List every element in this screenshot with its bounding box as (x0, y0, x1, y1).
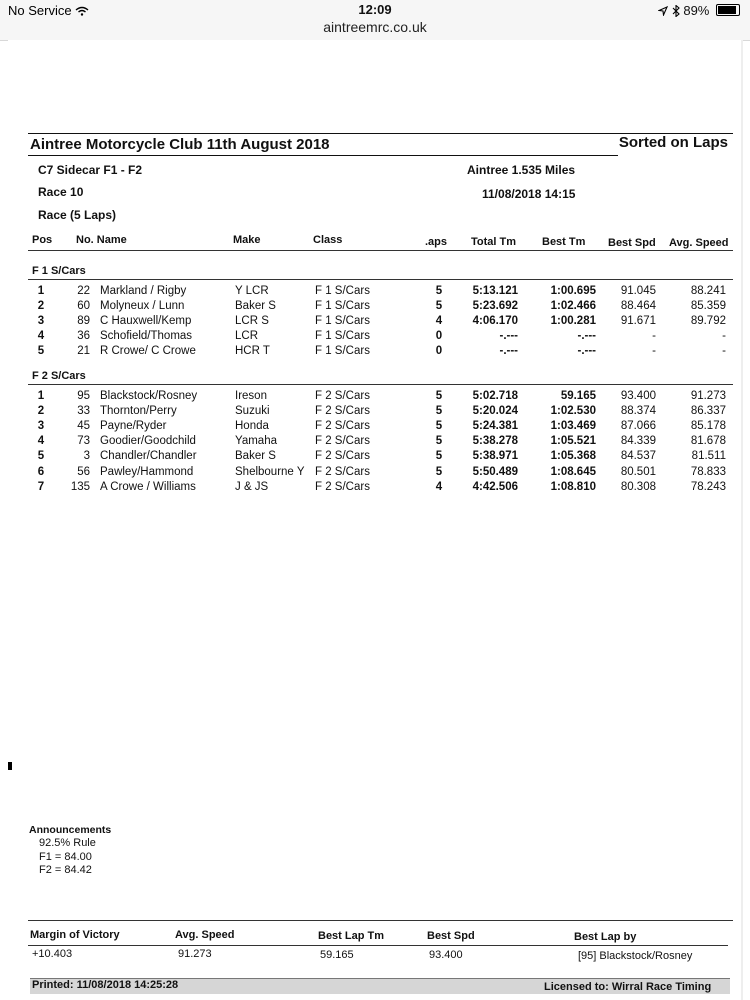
announcement-line: F2 = 84.42 (39, 864, 92, 876)
address-bar-url[interactable]: aintreemrc.co.uk (323, 19, 427, 35)
cell-best: 1:00.281 (550, 315, 596, 328)
event-title: Aintree Motorcycle Club 11th August 2018 (30, 136, 330, 153)
cell-make: HCR T (235, 345, 270, 358)
cell-make: Y LCR (235, 285, 269, 297)
cell-make: Suzuki (235, 405, 270, 418)
cell-no: 3 (83, 450, 90, 463)
cell-spd: 84.339 (620, 435, 656, 448)
cell-no: 45 (77, 420, 90, 433)
cell-name: Payne/Ryder (100, 420, 167, 433)
bluetooth-icon (672, 3, 684, 18)
cell-no: 135 (70, 480, 90, 493)
cell-avg: 86.337 (690, 405, 726, 418)
cell-total: -.--- (499, 330, 518, 343)
cell-total: 5:13.121 (472, 285, 518, 297)
group-label: F 2 S/Cars (32, 370, 86, 382)
col-best-tm: Best Tm (542, 236, 586, 248)
cell-best: -.--- (577, 345, 596, 358)
cell-spd: 84.537 (620, 450, 656, 463)
cell-best: 1:03.469 (550, 420, 596, 433)
cell-spd: 87.066 (620, 420, 656, 433)
summary-best-lap-by-value: [95] Blackstock/Rosney (578, 950, 693, 962)
cell-avg: - (722, 345, 726, 358)
cell-make: LCR (235, 330, 259, 343)
group-label: F 1 S/Cars (32, 265, 86, 277)
cell-spd: 91.671 (620, 315, 656, 328)
cell-class: F 1 S/Cars (315, 315, 370, 328)
cell-spd: 80.308 (620, 480, 656, 493)
cell-best: 1:02.466 (550, 300, 596, 313)
cell-total: -.--- (499, 345, 518, 358)
col-class: Class (313, 234, 343, 246)
cell-best: 59.165 (560, 390, 596, 402)
announcement-line: F1 = 84.00 (39, 851, 92, 863)
cell-total: 5:02.718 (472, 390, 518, 402)
cell-name: Schofield/Thomas (100, 330, 193, 343)
summary-best-lap-by-label: Best Lap by (574, 931, 637, 943)
cell-pos: 6 (37, 465, 45, 478)
cell-no: 89 (77, 315, 90, 328)
cell-pos: 3 (37, 315, 45, 328)
cell-pos: 5 (37, 450, 45, 463)
col-make: Make (233, 234, 261, 246)
cell-spd: - (652, 330, 656, 343)
announcement-line: 92.5% Rule (39, 837, 96, 849)
battery-icon (716, 4, 740, 16)
track-name: Aintree 1.535 Miles (467, 163, 576, 177)
cell-spd: 80.501 (620, 465, 656, 478)
cell-spd: - (652, 345, 656, 358)
printed-timestamp: Printed: 11/08/2018 14:25:28 (32, 979, 179, 991)
cell-avg: 78.243 (690, 480, 726, 493)
summary-margin-value: +10.403 (32, 948, 73, 960)
cell-pos: 4 (37, 435, 45, 448)
cell-make: LCR S (235, 315, 269, 328)
location-arrow-icon (658, 3, 672, 18)
cell-pos: 1 (37, 390, 45, 402)
summary-best-lap-tm-value: 59.165 (320, 949, 354, 961)
col-total: Total Tm (471, 236, 517, 248)
cell-name: Chandler/Chandler (100, 450, 197, 463)
cell-laps: 5 (435, 390, 443, 402)
licensed-to: Licensed to: Wirral Race Timing (544, 981, 712, 993)
race-laps: Race (5 Laps) (38, 208, 117, 222)
cell-no: 21 (77, 345, 90, 358)
cell-no: 36 (77, 330, 90, 343)
col-avg-speed: Avg. Speed (669, 237, 729, 249)
cell-name: Molyneux / Lunn (100, 300, 185, 313)
cell-laps: 5 (435, 420, 443, 433)
race-number: Race 10 (38, 185, 84, 199)
cell-laps: 0 (435, 345, 443, 358)
cell-laps: 5 (435, 435, 443, 448)
cell-class: F 1 S/Cars (315, 345, 370, 358)
cell-class: F 2 S/Cars (315, 480, 370, 493)
cell-best: 1:00.695 (550, 285, 596, 297)
cell-avg: 88.241 (690, 285, 726, 297)
cell-total: 4:42.506 (472, 480, 518, 493)
cell-class: F 1 S/Cars (315, 330, 370, 343)
cell-spd: 93.400 (620, 390, 656, 402)
summary-best-spd-value: 93.400 (429, 949, 463, 961)
cell-spd: 88.464 (620, 300, 656, 313)
col-pos: Pos (32, 234, 53, 246)
cell-name: Thornton/Perry (100, 405, 177, 418)
cell-avg: 85.359 (690, 300, 726, 313)
cell-class: F 1 S/Cars (315, 300, 370, 313)
cell-avg: 81.678 (690, 435, 726, 448)
cell-pos: 5 (37, 345, 45, 358)
cell-class: F 2 S/Cars (315, 435, 370, 448)
summary-best-lap-tm-label: Best Lap Tm (318, 930, 385, 942)
cell-avg: 78.833 (690, 465, 726, 478)
cell-total: 5:38.278 (472, 435, 518, 448)
cell-laps: 5 (435, 285, 443, 297)
cell-class: F 2 S/Cars (315, 420, 370, 433)
cell-laps: 5 (435, 405, 443, 418)
cell-best: 1:05.521 (550, 435, 596, 448)
cell-class: F 2 S/Cars (315, 450, 370, 463)
cell-pos: 2 (37, 405, 45, 418)
cell-class: F 2 S/Cars (315, 405, 370, 418)
results-sheet (8, 40, 743, 1000)
cell-best: 1:08.645 (550, 465, 596, 478)
cell-no: 33 (77, 405, 90, 418)
race-class: C7 Sidecar F1 - F2 (38, 163, 143, 177)
cell-no: 60 (77, 300, 90, 313)
col-best-spd: Best Spd (608, 237, 656, 249)
cell-class: F 1 S/Cars (315, 285, 370, 297)
cell-make: J & JS (235, 480, 269, 493)
cell-best: 1:05.368 (550, 450, 596, 463)
cell-make: Baker S (235, 450, 276, 463)
clock: 12:09 (358, 2, 392, 17)
summary-margin-label: Margin of Victory (30, 929, 120, 941)
cell-make: Honda (235, 420, 269, 433)
cell-name: Markland / Rigby (100, 285, 187, 297)
cell-name: Pawley/Hammond (100, 465, 194, 478)
cell-class: F 2 S/Cars (315, 390, 370, 402)
cell-total: 5:50.489 (472, 465, 518, 478)
cell-make: Baker S (235, 300, 276, 313)
cell-spd: 88.374 (620, 405, 656, 418)
cell-pos: 2 (37, 300, 45, 313)
cell-spd: 91.045 (620, 285, 656, 297)
sort-label: Sorted on Laps (618, 134, 728, 151)
cell-pos: 4 (37, 330, 45, 343)
race-datetime: 11/08/2018 14:15 (482, 187, 576, 201)
cell-name: Blackstock/Rosney (100, 390, 198, 402)
cell-make: Shelbourne Y (235, 465, 305, 478)
summary-avg-value: 91.273 (178, 948, 212, 960)
cell-avg: 89.792 (690, 315, 726, 328)
cell-laps: 4 (435, 480, 443, 493)
col-no-name: No. Name (76, 234, 127, 246)
cell-name: Goodier/Goodchild (100, 435, 196, 448)
cell-pos: 1 (37, 285, 45, 297)
cell-laps: 5 (435, 450, 443, 463)
cell-total: 5:38.971 (472, 450, 518, 463)
cell-no: 95 (77, 390, 90, 402)
cell-make: Ireson (235, 390, 267, 402)
page-mark (8, 762, 12, 770)
summary-avg-label: Avg. Speed (175, 929, 235, 941)
status-bar (0, 0, 750, 41)
cell-no: 22 (77, 285, 90, 297)
cell-make: Yamaha (235, 435, 277, 448)
cell-total: 5:24.381 (472, 420, 518, 433)
summary-best-spd-label: Best Spd (427, 930, 475, 942)
cell-best: 1:08.810 (550, 480, 596, 493)
announcements-title: Announcements (29, 824, 112, 836)
cell-no: 73 (77, 435, 90, 448)
cell-best: 1:02.530 (550, 405, 596, 418)
cell-total: 4:06.170 (472, 315, 518, 328)
battery-percent: 89% (683, 3, 710, 18)
col-laps: .aps (425, 236, 448, 248)
cell-name: R Crowe/ C Crowe (100, 345, 196, 358)
cell-laps: 4 (435, 315, 443, 328)
cell-pos: 3 (37, 420, 45, 433)
cell-total: 5:20.024 (472, 405, 518, 418)
cell-no: 56 (77, 465, 90, 478)
cell-name: C Hauxwell/Kemp (100, 315, 192, 328)
cell-avg: 81.511 (691, 450, 726, 463)
cell-laps: 5 (435, 465, 443, 478)
cell-avg: - (722, 330, 726, 343)
cell-total: 5:23.692 (472, 300, 518, 313)
cell-name: A Crowe / Williams (100, 480, 196, 493)
carrier-text: No Service (8, 3, 72, 18)
cell-best: -.--- (577, 330, 596, 343)
status-right (658, 3, 740, 18)
cell-laps: 0 (435, 330, 443, 343)
cell-class: F 2 S/Cars (315, 465, 370, 478)
cell-pos: 7 (37, 480, 45, 493)
cell-laps: 5 (435, 300, 443, 313)
cell-avg: 91.273 (690, 390, 726, 402)
cell-avg: 85.178 (690, 420, 726, 433)
